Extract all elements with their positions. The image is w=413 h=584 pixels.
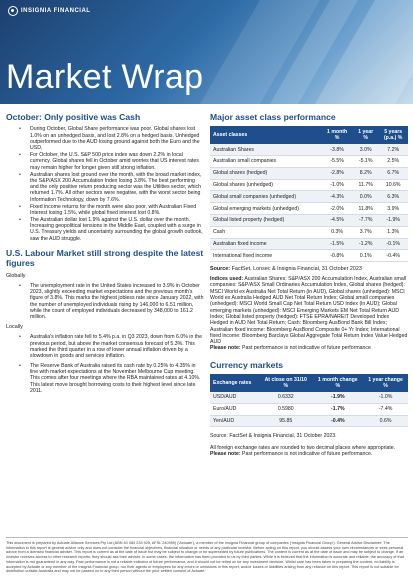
table-cell: -1.0% <box>321 179 353 191</box>
list-item: • Fixed income returns for the month were also poor, with Australian Fixed Interest losing 1.5%, while global fixed interest lost 0.8%. <box>19 203 197 216</box>
table-cell: 0.0% <box>353 191 378 203</box>
october-bullets <box>6 126 204 242</box>
table-cell: -1.9% <box>378 215 408 227</box>
table-cell: -7.4% <box>363 403 408 415</box>
table-row <box>210 415 408 427</box>
table-cell: 11.8% <box>353 203 378 215</box>
table-header-row <box>210 374 408 392</box>
table-cell: 7.2% <box>378 144 408 155</box>
table-cell: 0.5980 <box>259 403 312 415</box>
locally-bullets <box>6 334 204 394</box>
table-cell: Yen/AUD <box>210 415 259 427</box>
table-cell: Global small companies (unhedged) <box>210 191 321 203</box>
table-cell: Global shares (unhedged) <box>210 179 321 191</box>
table-header-cell: At close on 31/10 % <box>259 374 312 392</box>
table-row <box>210 179 408 191</box>
table-cell: -2.0% <box>321 203 353 215</box>
table-cell: -1.5% <box>321 238 353 250</box>
table-row <box>210 226 408 238</box>
list-item: • During October, Global Share performance was poor. Global shares lost 1.0% on an unhedged basis, and lost 2.8% on a hedged basis. Unhedged outperformed due to the AUD losing ground against both the Euro and the USD. <box>19 126 200 152</box>
table-row <box>210 392 408 403</box>
currency-notes: All foreign exchange rates are rounded to two decimal places where appropriate. Please note: Past performance is not indicative of future performance. <box>210 444 396 457</box>
table-cell: 10.6% <box>378 179 408 191</box>
asset-performance-table <box>210 126 408 262</box>
table-cell: 8.2% <box>353 167 378 179</box>
table-header-cell: Asset classes <box>210 126 321 144</box>
section-title-labour-market: U.S. Labour Market still strong despite the latest figures <box>6 248 204 269</box>
table-cell: 1.3% <box>378 226 408 238</box>
disclaimer-footer: This document is prepared by Actuate Alliance Services Pty Ltd (ABN 40 083 233 925, AFSL 240959) ('Actuate'), a member of the Insignia Financial group of companies ('Insignia Financial Group'). General Advice Disclaimer: The information in this report is general advice only and does not consider the financial objectives, financial situation or needs of any particular investor. Before acting on this report, you should assess your own circumstances or seek personal advice from a licensed financial adviser. This report is current as at the date of issue but may be subject to change or be superseded by future publications. The content is current as at the date of issue and may be subject to change. If an investor receives access to other research reports, they should ask their adviser. In some cases, the information has been provided to us by third parties. While it is believed that the information is accurate and reliable, the accuracy of that information is not guaranteed in any way. Past performance is not a reliable indicator of future performance, and it should not be relied on for any investment decision. Whilst care has been taken in preparing the content, no liability is accepted by Actuate or any member of the Insignia Financial group, nor their agents or employees for any errors or omissions in this report, and/or losses or liabilities arising from any reliance on this report. This report is not suitable for distribution outside Australia and may not be passed on to any third person without the prior written consent of Actuate. <box>6 537 408 574</box>
table-cell: -0.8% <box>321 250 353 262</box>
table-cell: -4.5% <box>321 215 353 227</box>
table-cell: 6.7% <box>378 167 408 179</box>
hero-banner <box>0 0 413 104</box>
table-cell: 6.3% <box>378 191 408 203</box>
globally-bullets <box>6 283 204 321</box>
table-row <box>210 191 408 203</box>
table-cell: -1.2% <box>353 238 378 250</box>
logo-text: INSIGNIA FINANCIAL <box>21 8 91 14</box>
table-row <box>210 144 408 155</box>
table-cell: 0.1% <box>353 250 378 262</box>
left-column <box>6 112 204 395</box>
table-cell: -5.1% <box>353 156 378 168</box>
table-header-cell: 1 year change % <box>363 374 408 392</box>
table-row <box>210 250 408 262</box>
table-cell: 3.7% <box>353 226 378 238</box>
table-cell: Cash <box>210 226 321 238</box>
table-cell: 0.6332 <box>259 392 312 403</box>
page-title: Market Wrap <box>6 58 204 96</box>
table-row <box>210 215 408 227</box>
list-item: • Australian shares lost ground over the month, with the broad market index, the S&P/ASX 200 Accumulation Index losing 3.8%. The best performing and the only positive return producing sector was the Utilities sector, which returned 1.7%. All other sectors were negative, with the worst sector being Information Technology, down by 7.6%. <box>19 171 202 203</box>
table-cell: Global shares (hedged) <box>210 167 321 179</box>
table-cell: -0.1% <box>378 238 408 250</box>
table-cell: Global emerging markets (unhedged) <box>210 203 321 215</box>
globally-label: Globally <box>6 272 26 279</box>
table-cell: -0.4% <box>313 415 364 427</box>
table-header-cell: 1 month change % <box>313 374 364 392</box>
table-cell: 95.85 <box>259 415 312 427</box>
list-item: • The unemployment rate in the United States increased to 3.9% in October 2023, slightly exceeding market expectations and the previous month's figure of 3.8%. This marks the highest jobless rate since January 2022, with the number of unemployed individuals rising by 146,000 to 6.51 million, while the count of employed individuals decreased by 348,000 to 161.2 million. <box>19 282 204 321</box>
table-cell: -0.4% <box>378 250 408 262</box>
list-item: • The Australian dollar lost 1.9% against the U.S. dollar over the month. Increasing geopolitical tensions in the Middle East, coupled with a surge in U.S. Treasury yields and uncertainty surrounding the global growth outlook, saw the AUD struggle. <box>19 216 203 242</box>
company-logo <box>8 6 90 16</box>
table-cell: 3.9% <box>378 203 408 215</box>
table-cell: Australian fixed income <box>210 238 321 250</box>
table-cell: 11.7% <box>353 179 378 191</box>
table-cell: -7.7% <box>353 215 378 227</box>
section-title-asset-performance: Major asset class performance <box>210 112 336 122</box>
table-cell: 0.3% <box>321 226 353 238</box>
table-header-cell: 5 years (p.a.) % <box>378 126 408 144</box>
table-row <box>210 203 408 215</box>
table-row <box>210 238 408 250</box>
table-cell: Australian small companies <box>210 156 321 168</box>
table-header-cell: 1 year % <box>353 126 378 144</box>
logo-icon <box>8 6 18 16</box>
right-column <box>210 112 408 457</box>
table-cell: -1.0% <box>363 392 408 403</box>
table-cell: Australian Shares <box>210 144 321 155</box>
table-cell: USD/AUD <box>210 392 259 403</box>
table-header-row <box>210 126 408 144</box>
table-cell: -4.3% <box>321 191 353 203</box>
list-item: • For October, the U.S. S&P 500 price index was down 2.2% in local currency. Global shares fell in October amid worries that US interest rates may remain higher for longer given still strong inflation. <box>19 152 199 171</box>
table-cell: International fixed income <box>210 250 321 262</box>
section-title-october: October: Only positive was Cash <box>6 112 141 122</box>
table-cell: Euro/AUD <box>210 403 259 415</box>
table-header-cell: Exchange rates <box>210 374 259 392</box>
table-cell: -1.9% <box>313 392 364 403</box>
currency-table <box>210 374 408 427</box>
locally-label: Locally <box>6 324 23 331</box>
table-cell: 0.6% <box>363 415 408 427</box>
section-title-currency: Currency markets <box>210 359 284 370</box>
table-cell: -3.8% <box>321 144 353 155</box>
table-header-cell: 1 month % <box>321 126 353 144</box>
table-cell: 2.5% <box>378 156 408 168</box>
table-cell: -5.5% <box>321 156 353 168</box>
table-cell: Global listed property (hedged) <box>210 215 321 227</box>
table-row <box>210 167 408 179</box>
currency-source: Source: FactSet & Insignia Financial, 31 October 2023. <box>210 433 337 440</box>
asset-source: Source: FactSet, Lonsec & Insignia Financial, 31 October 2023 <box>210 266 362 273</box>
table-cell: -2.8% <box>321 167 353 179</box>
list-item: • Australia's inflation rate fell to 5.4% p.a. in Q3 2023, down from 6.0% in the previous period, but above the market consensus forecast of 5.3%. This marked the third quarter in a row of lower annual inflation driven by a slowdown in goods and services inflation. <box>19 334 202 360</box>
indices-used: Indices used: Australian Shares: S&P/ASX 200 Accumulation Index, Australian small companies: S&P/ASX Small Ordinaries Accumulation Index, Global shares (hedged): MSCI World ex Australia Net Total Return (in AUD), Global shares (unhedged): MSCI World ex Australia Hedged AUD Net Total Return Index; Global small companies (unhedged): MSCI World Small Cap Net Total Return USD Index (in AUD); Global emerging markets (unhedged): MSCI Emerging Markets EM Net Total Return AUD Index; Global listed property (hedged): FTSE EPRA/NAREIT Developed Index Hedged in AUD Net Total Return; Cash: Bloomberg AusBond Bank Bill Index; Australian fixed income: Bloomberg AusBond Composite 0+ Yr Index; International fixed income: Bloomberg Barclays Global Aggregate Total Return Index Value Hedged AUD Please note: Past performance is not indicative of future performance <box>210 276 408 352</box>
list-item: • The Reserve Bank of Australia raised its cash rate by 0.25% to 4.35% in line with market expectations at the November Melbourne Cup meeting. This comes after four meetings where the RBA maintained rates at 4.10%. This latest move brought borrowing costs to their highest level since late 2011. <box>19 362 201 394</box>
table-row <box>210 403 408 415</box>
table-row <box>210 156 408 168</box>
table-cell: -1.7% <box>313 403 364 415</box>
table-cell: 3.0% <box>353 144 378 155</box>
